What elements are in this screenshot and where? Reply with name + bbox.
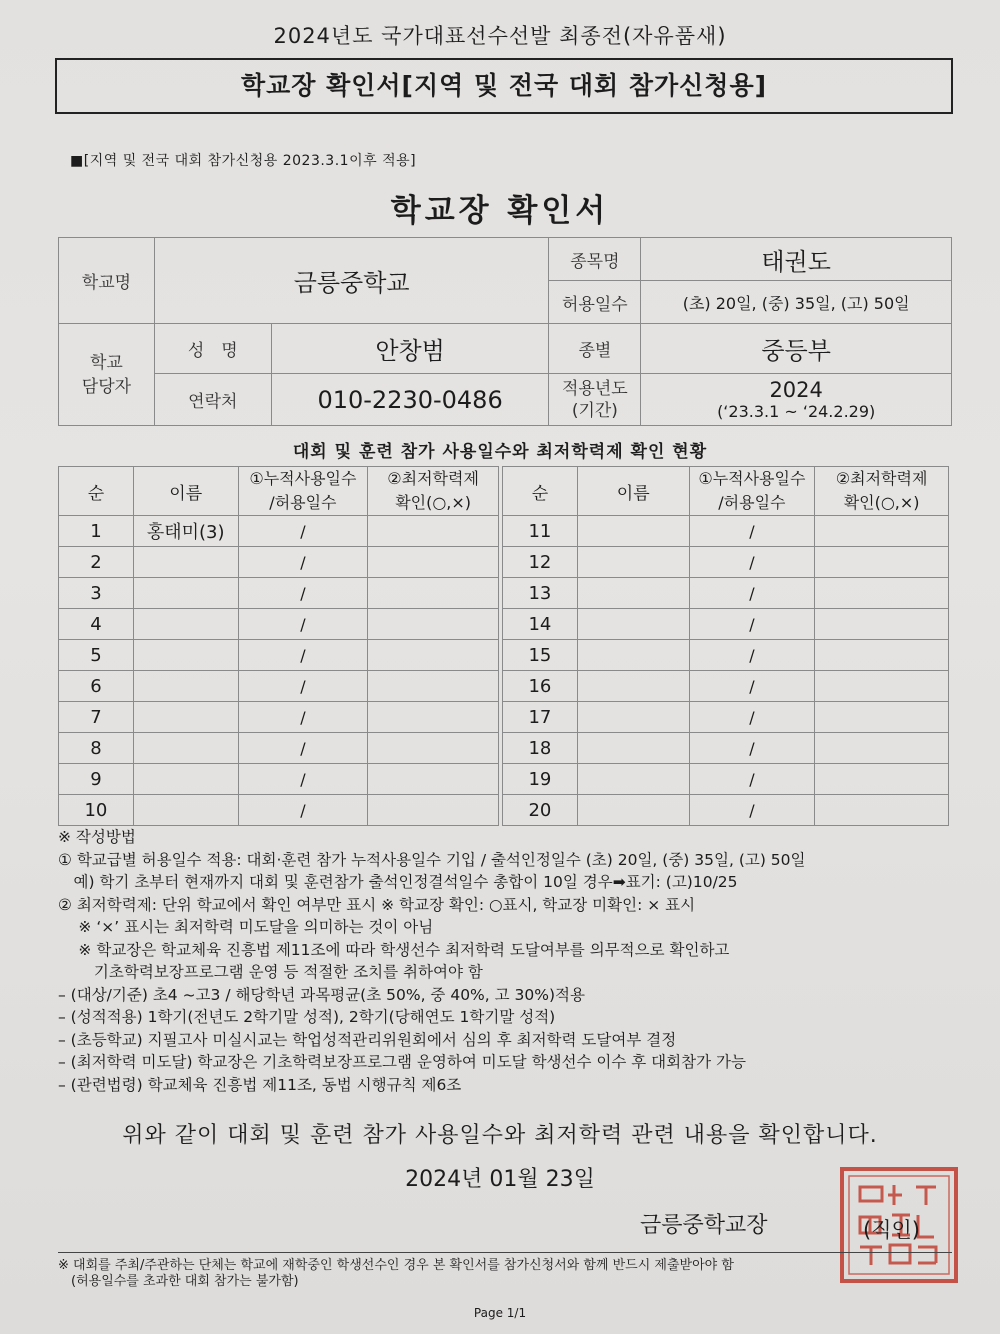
instruction-line: 예) 학기 초부터 현재까지 대회 및 훈련참가 출석인정결석일수 총합이 10일 경우➡표기: (고)10/25 bbox=[58, 873, 738, 891]
row-number: 12 bbox=[503, 547, 578, 578]
bottom-note-line: (허용일수를 초과한 대회 참가는 불가함) bbox=[58, 1274, 299, 1289]
row-number: 4 bbox=[59, 609, 134, 640]
row-usage-days: / bbox=[689, 547, 815, 578]
row-usage-days: / bbox=[689, 702, 815, 733]
table-row bbox=[503, 702, 949, 733]
row-name bbox=[133, 671, 238, 702]
confirmation-text: 위와 같이 대회 및 훈련 참가 사용일수와 최저학력 관련 내용을 확인합니다. bbox=[122, 1123, 878, 1148]
row-number: 15 bbox=[503, 640, 578, 671]
row-name bbox=[133, 764, 238, 795]
table-row bbox=[503, 764, 949, 795]
header-name: 이름 bbox=[133, 467, 238, 516]
event-label: 종목명 bbox=[549, 238, 641, 281]
row-number: 5 bbox=[59, 640, 134, 671]
divider bbox=[58, 1252, 952, 1253]
row-min-academic bbox=[815, 671, 949, 702]
contact-value: 010-2230-0486 bbox=[271, 374, 549, 426]
instruction-line: ② 최저학력제: 단위 학교에서 확인 여부만 표시 ※ 학교장 확인: ○표시, 학교장 미확인: × 표시 bbox=[58, 895, 696, 914]
row-min-academic bbox=[368, 671, 499, 702]
row-usage-days: / bbox=[238, 609, 368, 640]
table-row bbox=[59, 733, 499, 764]
table-row bbox=[503, 640, 949, 671]
table-row bbox=[59, 516, 499, 547]
year-value: 2024 bbox=[769, 378, 823, 402]
principal-name: 금릉중학교장 bbox=[640, 1213, 768, 1238]
row-min-academic bbox=[368, 578, 499, 609]
table-row bbox=[59, 671, 499, 702]
row-usage-days: / bbox=[238, 795, 368, 826]
header-min-academic: ②최저학력제 확인(○,×) bbox=[368, 467, 499, 516]
row-usage-days: / bbox=[689, 609, 815, 640]
row-name bbox=[577, 578, 689, 609]
allowed-days-label: 허용일수 bbox=[549, 281, 641, 324]
box-title: 학교장 확인서[지역 및 전국 대회 참가신청용] bbox=[55, 58, 953, 114]
instruction-line: ① 학교급별 허용일수 적용: 대회·훈련 참가 누적사용일수 기입 / 출석인정일수 (초) 20일, (중) 35일, (고) 50일 bbox=[58, 850, 806, 869]
row-min-academic bbox=[815, 795, 949, 826]
row-name bbox=[133, 795, 238, 826]
row-usage-days: / bbox=[238, 516, 368, 547]
row-number: 17 bbox=[503, 702, 578, 733]
row-number: 1 bbox=[59, 516, 134, 547]
row-min-academic bbox=[368, 547, 499, 578]
row-usage-days: / bbox=[238, 578, 368, 609]
row-usage-days: / bbox=[238, 733, 368, 764]
table-row bbox=[503, 795, 949, 826]
row-usage-days: / bbox=[238, 547, 368, 578]
row-usage-days: / bbox=[689, 516, 815, 547]
instruction-line: – (대상/기준) 초4 ~고3 / 해당학년 과목평균(초 50%, 중 40%, 고 30%)적용 bbox=[58, 985, 585, 1004]
row-name bbox=[577, 547, 689, 578]
row-min-academic bbox=[368, 764, 499, 795]
row-name bbox=[133, 702, 238, 733]
form-title: 학교장 확인서 bbox=[390, 193, 610, 229]
row-min-academic bbox=[815, 640, 949, 671]
allowed-days-value: (초) 20일, (중) 35일, (고) 50일 bbox=[641, 281, 952, 324]
instruction-line: ※ 학교장은 학교체육 진흥법 제11조에 따라 학생선수 최저학력 도달여부를 의무적으로 확인하고 bbox=[58, 940, 730, 959]
table-row bbox=[59, 640, 499, 671]
row-min-academic bbox=[815, 764, 949, 795]
row-min-academic bbox=[815, 516, 949, 547]
row-number: 10 bbox=[59, 795, 134, 826]
row-name bbox=[133, 547, 238, 578]
row-min-academic bbox=[368, 609, 499, 640]
issue-date: 2024년 01월 23일 bbox=[405, 1167, 595, 1192]
table-row bbox=[59, 609, 499, 640]
bottom-note bbox=[58, 1258, 958, 1290]
table-row bbox=[503, 671, 949, 702]
row-min-academic bbox=[368, 702, 499, 733]
row-usage-days: / bbox=[689, 671, 815, 702]
manager-label: 학교 담당자 bbox=[59, 324, 155, 426]
row-name bbox=[577, 764, 689, 795]
row-min-academic bbox=[815, 609, 949, 640]
row-name bbox=[133, 609, 238, 640]
instructions bbox=[58, 826, 958, 1096]
row-usage-days: / bbox=[689, 733, 815, 764]
row-number: 16 bbox=[503, 671, 578, 702]
table-row bbox=[503, 609, 949, 640]
header-no: 순 bbox=[59, 467, 134, 516]
row-name bbox=[577, 671, 689, 702]
row-name bbox=[133, 733, 238, 764]
year-cell bbox=[641, 374, 952, 426]
row-name bbox=[577, 795, 689, 826]
row-name: 홍태미(3) bbox=[133, 516, 238, 547]
school-label: 학교명 bbox=[59, 238, 155, 324]
usage-table-right bbox=[502, 466, 949, 826]
row-usage-days: / bbox=[238, 764, 368, 795]
instruction-line: ※ 작성방법 bbox=[58, 828, 136, 846]
division-value: 중등부 bbox=[641, 324, 952, 374]
row-number: 13 bbox=[503, 578, 578, 609]
row-usage-days: / bbox=[689, 578, 815, 609]
name-label: 성 명 bbox=[154, 324, 271, 374]
event-value: 태권도 bbox=[641, 238, 952, 281]
row-min-academic bbox=[368, 516, 499, 547]
table-row bbox=[503, 516, 949, 547]
table-row bbox=[503, 547, 949, 578]
table-row bbox=[59, 795, 499, 826]
row-name bbox=[577, 733, 689, 764]
name-value: 안창범 bbox=[271, 324, 549, 374]
row-min-academic bbox=[815, 702, 949, 733]
row-min-academic bbox=[815, 547, 949, 578]
row-min-academic bbox=[368, 795, 499, 826]
row-number: 2 bbox=[59, 547, 134, 578]
instruction-line: ※ ‘×’ 표시는 최저학력 미도달을 의미하는 것이 아님 bbox=[58, 918, 434, 936]
row-number: 6 bbox=[59, 671, 134, 702]
row-usage-days: / bbox=[689, 795, 815, 826]
row-number: 9 bbox=[59, 764, 134, 795]
row-number: 20 bbox=[503, 795, 578, 826]
row-number: 3 bbox=[59, 578, 134, 609]
row-usage-days: / bbox=[689, 640, 815, 671]
row-min-academic bbox=[815, 733, 949, 764]
header-usage: ①누적사용일수 /허용일수 bbox=[238, 467, 368, 516]
row-usage-days: / bbox=[689, 764, 815, 795]
row-number: 19 bbox=[503, 764, 578, 795]
page-number: Page 1/1 bbox=[473, 1306, 527, 1320]
section-title: 대회 및 훈련 참가 사용일수와 최저학력제 확인 현황 bbox=[292, 442, 708, 462]
instruction-line: – (최저학력 미도달) 학교장은 기초학력보장프로그램 운영하여 미도달 학생선수 이수 후 대회참가 가능 bbox=[58, 1053, 746, 1071]
row-min-academic bbox=[368, 640, 499, 671]
row-usage-days: / bbox=[238, 640, 368, 671]
contact-label: 연락처 bbox=[154, 374, 271, 426]
row-usage-days: / bbox=[238, 671, 368, 702]
header-min-academic: ②최저학력제 확인(○,×) bbox=[815, 467, 949, 516]
table-row bbox=[59, 547, 499, 578]
row-number: 14 bbox=[503, 609, 578, 640]
instruction-line: 기초학력보장프로그램 운영 등 적절한 조치를 취하여야 함 bbox=[58, 963, 483, 981]
header-no: 순 bbox=[503, 467, 578, 516]
period-value: (‘23.3.1 ~ ‘24.2.29) bbox=[717, 402, 876, 421]
row-usage-days: / bbox=[238, 702, 368, 733]
info-table bbox=[58, 237, 952, 426]
row-min-academic bbox=[368, 733, 499, 764]
header-name: 이름 bbox=[577, 467, 689, 516]
row-min-academic bbox=[815, 578, 949, 609]
row-name bbox=[577, 702, 689, 733]
instruction-line: – (성적적용) 1학기(전년도 2학기말 성적), 2학기(당해연도 1학기말 성적) bbox=[58, 1008, 556, 1026]
division-label: 종별 bbox=[549, 324, 641, 374]
school-value: 금릉중학교 bbox=[154, 238, 549, 324]
row-number: 18 bbox=[503, 733, 578, 764]
seal-label: (직인) bbox=[863, 1218, 920, 1242]
table-row bbox=[59, 578, 499, 609]
year-label: 적용년도 (기간) bbox=[549, 374, 641, 426]
applicability-note: ■[지역 및 전국 대회 참가신청용 2023.3.1이후 적용] bbox=[70, 153, 417, 169]
row-number: 8 bbox=[59, 733, 134, 764]
row-number: 11 bbox=[503, 516, 578, 547]
row-name bbox=[577, 609, 689, 640]
row-name bbox=[133, 640, 238, 671]
table-row bbox=[503, 578, 949, 609]
row-name bbox=[577, 516, 689, 547]
table-row bbox=[59, 702, 499, 733]
instruction-line: – (초등학교) 지필고사 미실시교는 학업성적관리위원회에서 심의 후 최저학력 도달여부 결정 bbox=[58, 1030, 677, 1049]
usage-table-left bbox=[58, 466, 499, 826]
table-row bbox=[59, 764, 499, 795]
instruction-line: – (관련법령) 학교체육 진흥법 제11조, 동법 시행규칙 제6조 bbox=[58, 1075, 462, 1094]
table-row bbox=[503, 733, 949, 764]
top-title: 2024년도 국가대표선수선발 최종전(자유품새) bbox=[273, 24, 727, 48]
row-name bbox=[133, 578, 238, 609]
header-usage: ①누적사용일수 /허용일수 bbox=[689, 467, 815, 516]
bottom-note-line: ※ 대회를 주최/주관하는 단체는 학교에 재학중인 학생선수인 경우 본 확인서를 참가신청서와 함께 반드시 제출받아야 함 bbox=[58, 1258, 734, 1273]
row-number: 7 bbox=[59, 702, 134, 733]
row-name bbox=[577, 640, 689, 671]
